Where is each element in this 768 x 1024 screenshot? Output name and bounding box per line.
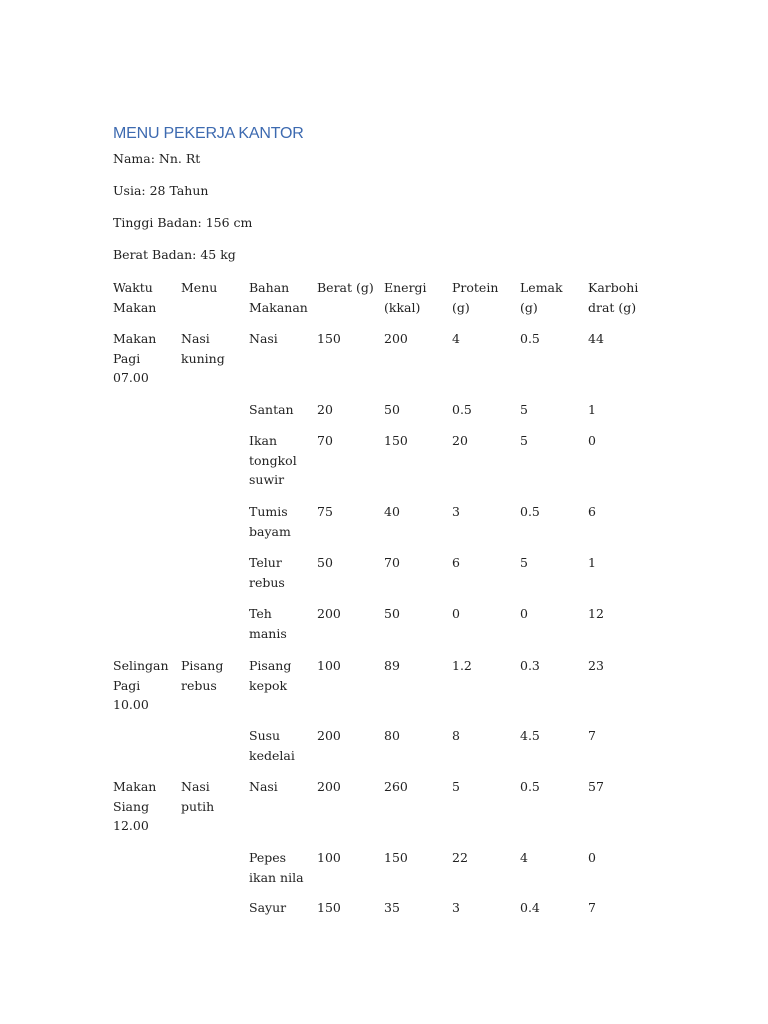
cell-lemak: 4.5 xyxy=(520,728,540,743)
cell-energi: 50 xyxy=(384,402,400,417)
cell-protein: 0.5 xyxy=(452,402,472,417)
cell-karbohidrat: 1 xyxy=(588,402,596,417)
menu-table xyxy=(113,278,648,929)
cell-lemak: 0.5 xyxy=(520,504,540,519)
cell-bahan-makanan: Sayur xyxy=(249,900,287,915)
cell-menu xyxy=(181,604,249,656)
cell-bahan-makanan: Tumis bayam xyxy=(249,504,291,539)
cell-karbohidrat: 0 xyxy=(588,850,596,865)
cell-bahan-makanan: Santan xyxy=(249,402,294,417)
header-lemak: Lemak (g) xyxy=(520,280,563,315)
cell-protein: 1.2 xyxy=(452,658,472,673)
cell-lemak: 0.3 xyxy=(520,658,540,673)
cell-karbohidrat: 12 xyxy=(588,606,604,621)
cell-lemak: 0.5 xyxy=(520,331,540,346)
cell-karbohidrat: 1 xyxy=(588,555,596,570)
berat-badan-line: Berat Badan: 45 kg xyxy=(113,247,236,262)
cell-berat: 100 xyxy=(317,658,341,673)
cell-energi: 150 xyxy=(384,433,408,448)
cell-lemak: 0.4 xyxy=(520,900,540,915)
cell-protein: 8 xyxy=(452,728,460,743)
cell-waktu-makan xyxy=(113,604,181,656)
table-row xyxy=(113,777,648,848)
cell-protein: 3 xyxy=(452,504,460,519)
cell-waktu-makan: Selingan Pagi 10.00 xyxy=(113,658,169,712)
cell-berat: 50 xyxy=(317,555,333,570)
header-energi: Energi (kkal) xyxy=(384,280,427,315)
cell-lemak: 0.5 xyxy=(520,779,540,794)
table-row xyxy=(113,431,648,502)
cell-waktu-makan xyxy=(113,431,181,502)
cell-lemak: 4 xyxy=(520,850,528,865)
cell-protein: 3 xyxy=(452,900,460,915)
cell-bahan-makanan: Pepes ikan nila xyxy=(249,850,304,885)
table-row xyxy=(113,329,648,400)
cell-waktu-makan: Makan Pagi 07.00 xyxy=(113,331,157,385)
cell-protein: 0 xyxy=(452,606,460,621)
cell-bahan-makanan: Ikan tongkol suwir xyxy=(249,433,297,487)
cell-menu xyxy=(181,553,249,604)
cell-menu xyxy=(181,431,249,502)
header-menu: Menu xyxy=(181,280,218,295)
header-bahan-makanan: Bahan Makanan xyxy=(249,280,308,315)
table-row xyxy=(113,400,648,431)
cell-menu: Nasi kuning xyxy=(181,331,225,366)
cell-energi: 50 xyxy=(384,606,400,621)
cell-waktu-makan xyxy=(113,726,181,777)
table-row xyxy=(113,604,648,656)
cell-bahan-makanan: Nasi xyxy=(249,779,278,794)
usia-line: Usia: 28 Tahun xyxy=(113,183,209,198)
cell-waktu-makan: Makan Siang 12.00 xyxy=(113,779,157,833)
cell-berat: 70 xyxy=(317,433,333,448)
cell-energi: 70 xyxy=(384,555,400,570)
cell-bahan-makanan: Nasi xyxy=(249,331,278,346)
cell-waktu-makan xyxy=(113,400,181,431)
cell-menu xyxy=(181,848,249,898)
nama-line: Nama: Nn. Rt xyxy=(113,151,201,166)
cell-menu xyxy=(181,898,249,929)
cell-karbohidrat: 44 xyxy=(588,331,604,346)
cell-menu xyxy=(181,400,249,431)
cell-menu xyxy=(181,502,249,553)
cell-lemak: 5 xyxy=(520,433,528,448)
cell-menu: Nasi putih xyxy=(181,779,215,814)
document-title: MENU PEKERJA KANTOR xyxy=(113,125,304,142)
cell-protein: 22 xyxy=(452,850,468,865)
table-row xyxy=(113,848,648,898)
cell-protein: 6 xyxy=(452,555,460,570)
cell-berat: 100 xyxy=(317,850,341,865)
cell-karbohidrat: 57 xyxy=(588,779,604,794)
cell-energi: 40 xyxy=(384,504,400,519)
cell-protein: 4 xyxy=(452,331,460,346)
cell-energi: 150 xyxy=(384,850,408,865)
cell-waktu-makan xyxy=(113,848,181,898)
header-waktu-makan: Waktu Makan xyxy=(113,280,157,315)
cell-energi: 80 xyxy=(384,728,400,743)
header-berat: Berat (g) xyxy=(317,280,374,295)
cell-berat: 200 xyxy=(317,728,341,743)
cell-protein: 20 xyxy=(452,433,468,448)
cell-karbohidrat: 7 xyxy=(588,728,596,743)
cell-bahan-makanan: Telur rebus xyxy=(249,555,285,590)
cell-berat: 150 xyxy=(317,900,341,915)
header-karbohidrat: Karbohi drat (g) xyxy=(588,280,639,315)
table-row xyxy=(113,553,648,604)
cell-energi: 35 xyxy=(384,900,400,915)
cell-lemak: 0 xyxy=(520,606,528,621)
table-header-row xyxy=(113,278,648,329)
cell-bahan-makanan: Susu kedelai xyxy=(249,728,295,763)
cell-waktu-makan xyxy=(113,898,181,929)
table-row xyxy=(113,726,648,777)
cell-berat: 200 xyxy=(317,606,341,621)
cell-berat: 20 xyxy=(317,402,333,417)
cell-waktu-makan xyxy=(113,502,181,553)
cell-energi: 89 xyxy=(384,658,400,673)
cell-karbohidrat: 6 xyxy=(588,504,596,519)
cell-berat: 200 xyxy=(317,779,341,794)
tinggi-badan-line: Tinggi Badan: 156 cm xyxy=(113,215,253,230)
cell-karbohidrat: 23 xyxy=(588,658,604,673)
cell-berat: 75 xyxy=(317,504,333,519)
cell-menu: Pisang rebus xyxy=(181,658,224,693)
cell-energi: 260 xyxy=(384,779,408,794)
cell-bahan-makanan: Teh manis xyxy=(249,606,287,641)
cell-lemak: 5 xyxy=(520,402,528,417)
cell-karbohidrat: 7 xyxy=(588,900,596,915)
cell-lemak: 5 xyxy=(520,555,528,570)
cell-menu xyxy=(181,726,249,777)
table-row xyxy=(113,502,648,553)
cell-protein: 5 xyxy=(452,779,460,794)
header-protein: Protein (g) xyxy=(452,280,499,315)
table-row xyxy=(113,898,648,929)
cell-waktu-makan xyxy=(113,553,181,604)
cell-karbohidrat: 0 xyxy=(588,433,596,448)
cell-berat: 150 xyxy=(317,331,341,346)
cell-bahan-makanan: Pisang kepok xyxy=(249,658,292,693)
table-row xyxy=(113,656,648,726)
cell-energi: 200 xyxy=(384,331,408,346)
